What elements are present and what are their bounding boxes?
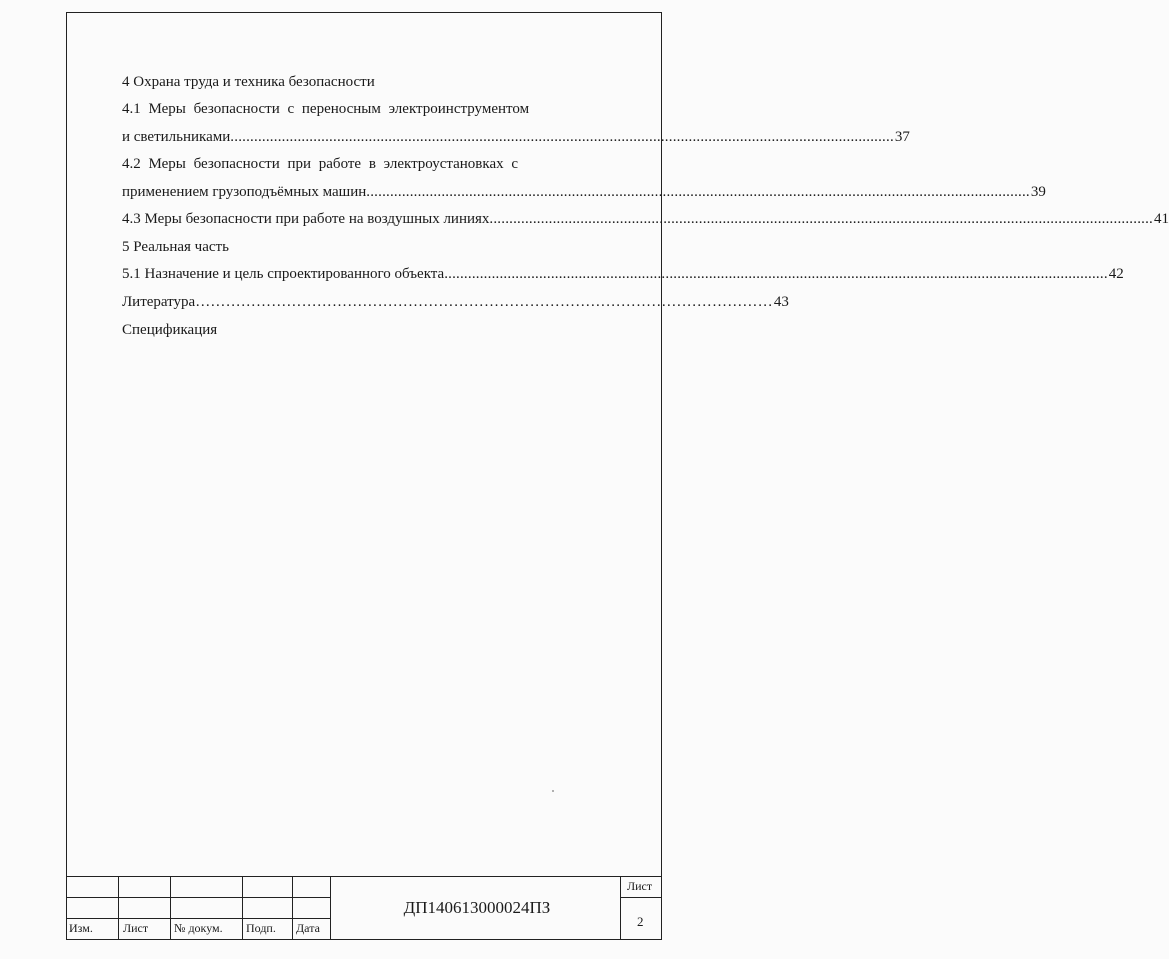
toc-item-4-1-line1: 4.1 Меры безопасности с переносным электроинструментом bbox=[122, 101, 530, 117]
title-block bbox=[66, 876, 662, 940]
toc-item-4-1-line2: и светильниками bbox=[122, 129, 231, 145]
document-code: ДП140613000024ПЗ bbox=[403, 898, 551, 917]
toc-specification: Спецификация bbox=[122, 322, 218, 338]
leader-dots: ........................................................................................................................................................................ bbox=[230, 129, 894, 145]
toc-literature-text: Литература bbox=[122, 294, 196, 310]
page-frame bbox=[66, 12, 662, 940]
toc-item-5-1-text: 5.1 Назначение и цель спроектированного объекта bbox=[122, 266, 445, 282]
toc-literature bbox=[122, 293, 789, 311]
leader-dots: ........................................................................................................................................................................ bbox=[444, 266, 1108, 282]
toc-item-5-1-page: 42 bbox=[1108, 266, 1124, 282]
stamp-col-sign: Подп. bbox=[246, 921, 276, 935]
stamp-line bbox=[620, 876, 621, 940]
toc-literature-page: 43 bbox=[773, 294, 789, 310]
stamp-line bbox=[118, 876, 119, 940]
stamp-line bbox=[66, 918, 330, 919]
stamp-col-izm: Изм. bbox=[69, 921, 93, 935]
toc-item-5-1 bbox=[122, 265, 1124, 283]
leader-dots: ........................................................................................................................................................................ bbox=[366, 184, 1030, 200]
toc-heading-4: 4 Охрана труда и техника безопасности bbox=[122, 74, 375, 90]
toc-item-4-3 bbox=[122, 210, 1169, 228]
toc-heading-5: 5 Реальная часть bbox=[122, 239, 229, 255]
stamp-line bbox=[170, 876, 171, 940]
leader-dots: ........................................................................................................................................................................ bbox=[489, 211, 1154, 227]
toc-item-4-2-line2: применением грузоподъёмных машин bbox=[122, 184, 367, 200]
sheet-label: Лист bbox=[627, 879, 653, 893]
stamp-line bbox=[242, 876, 243, 940]
stamp-line bbox=[66, 897, 330, 898]
stamp-col-docnum: № докум. bbox=[174, 921, 223, 935]
toc-item-4-2-page: 39 bbox=[1030, 184, 1046, 200]
toc-item-4-1 bbox=[122, 128, 910, 146]
toc-item-4-2 bbox=[122, 183, 1046, 201]
stamp-col-date: Дата bbox=[296, 921, 320, 935]
toc-item-4-3-page: 41 bbox=[1154, 211, 1169, 227]
leader-ellipsis: …………………………………………………………………………………………………… bbox=[195, 294, 773, 310]
stamp-line bbox=[292, 876, 293, 940]
toc-item-4-1-page: 37 bbox=[894, 129, 910, 145]
paper-speck bbox=[552, 790, 554, 792]
stamp-line bbox=[330, 876, 331, 940]
stamp-line bbox=[620, 897, 662, 898]
stamp-col-list: Лист bbox=[123, 921, 149, 935]
toc-item-4-2-line1: 4.2 Меры безопасности при работе в электроустановках с bbox=[122, 156, 519, 172]
toc-item-4-3-text: 4.3 Меры безопасности при работе на воздушных линиях bbox=[122, 211, 490, 227]
sheet-number: 2 bbox=[637, 914, 644, 929]
stamp-line bbox=[66, 876, 662, 877]
